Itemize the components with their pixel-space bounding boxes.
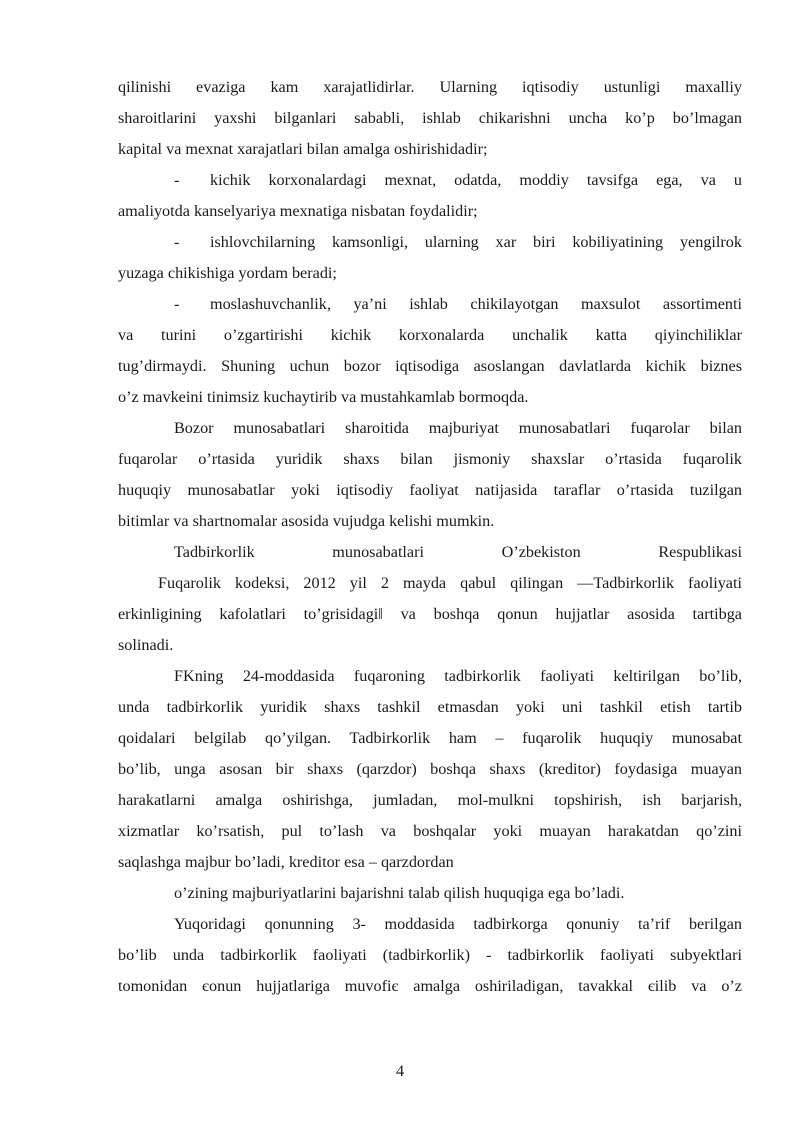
bullet-dash: - — [174, 233, 180, 251]
text-line: bo’lib, unga asosan bir shaxs (qarzdor) boshqa shaxs (kreditor) foydasiga muayan — [118, 760, 742, 778]
list-item-text: moslashuvchanlik, ya’ni ishlab chikilayotgan maxsulot assortimenti — [210, 295, 742, 313]
text-line: erkinligining kafolatlari to’grisidagi‖ va boshqa qonun hujjatlar asosida tartibga — [118, 605, 742, 623]
bullet-dash: - — [174, 295, 180, 313]
list-item — [118, 165, 742, 196]
paragraph-first-line: Bozor munosabatlari sharoitida majburiyat munosabatlari fuqarolar bilan — [174, 419, 742, 437]
page-number: 4 — [395, 1062, 405, 1080]
text-line: tomonidan єonun hujjatlariga muvofiє amalga oshiriladigan, tavakkal єilib va o’z — [118, 977, 742, 995]
text-line: fuqarolar o’rtasida yuridik shaxs bilan jismoniy shaxslar o’rtasida fuqarolik — [118, 450, 742, 468]
paragraph-first-line: Yuqoridagi qonunning 3- moddasida tadbirkorga qonuniy ta’rif berilgan — [174, 915, 742, 933]
text-line: yuzaga chikishiga yordam beradi; — [118, 264, 337, 282]
text-line: sharoitlarini yaxshi bilganlari sababli, ishlab chikarishni uncha ko’p bo’lmagan — [118, 109, 742, 127]
text-line: bo’lib unda tadbirkorlik faoliyati (tadbirkorlik) - tadbirkorlik faoliyati subyektlari — [118, 946, 742, 964]
bullet-dash: - — [174, 171, 180, 189]
list-item — [118, 227, 742, 258]
text-line: qilinishi evaziga kam xarajatlidirlar. Ularning iqtisodiy ustunligi maxalliy — [118, 78, 742, 96]
text-line: unda tadbirkorlik yuridik shaxs tashkil etmasdan yoki uni tashkil etish tartib — [118, 698, 742, 716]
text-line: solinadi. — [118, 636, 174, 654]
list-item-text: kichik korxonalardagi mexnat, odatda, moddiy tavsifga ega, va u — [210, 171, 742, 189]
text-line: tug’dirmaydi. Shuning uchun bozor iqtisodiga asoslangan davlatlarda kichik biznes — [118, 357, 742, 375]
list-item — [118, 289, 742, 320]
text-line: kapital va mexnat xarajatlari bilan amalga oshirishidadir; — [118, 140, 488, 158]
text-line: o’z mavkeini tinimsiz kuchaytirib va mustahkamlab bormoqda. — [118, 388, 529, 406]
text-line: harakatlarni amalga oshirishga, jumladan, mol-mulkni topshirish, ish barjarish, — [118, 791, 742, 809]
paragraph-first-line: FKning 24-moddasida fuqaroning tadbirkorlik faoliyati keltirilgan bo’lib, — [174, 667, 742, 685]
text-line: saqlashga majbur bo’ladi, kreditor esa – qarzdordan — [118, 853, 454, 871]
text-line: huquqiy munosabatlar yoki iqtisodiy faoliyat natijasida taraflar o’rtasida tuzilgan — [118, 481, 742, 499]
text-line: bitimlar va shartnomalar asosida vujudga kelishi mumkin. — [118, 512, 495, 530]
text-line: va turini o’zgartirishi kichik korxonalarda unchalik katta qiyinchiliklar — [118, 326, 742, 344]
paragraph-first-line: Tadbirkorlik munosabatlari O’zbekiston Respublikasi — [174, 543, 742, 561]
text-line: xizmatlar ko’rsatish, pul to’lash va boshqalar yoki muayan harakatdan qo’zini — [118, 822, 742, 840]
text-line: qoidalari belgilab qo’yilgan. Tadbirkorlik ham – fuqarolik huquqiy munosabat — [118, 729, 742, 747]
body-text — [118, 72, 742, 1002]
text-line: amaliyotda kanselyariya mexnatiga nisbatan foydalidir; — [118, 202, 478, 220]
list-item-text: ishlovchilarning kamsonligi, ularning xar biri kobiliyatining yengilrok — [210, 233, 742, 251]
text-line: Fuqarolik kodeksi, 2012 yil 2 mayda qabul qilingan ―Tadbirkorlik faoliyati — [158, 574, 742, 592]
paragraph-first-line: o’zining majburiyatlarini bajarishni talab qilish huquqiga ega bo’ladi. — [174, 884, 625, 902]
